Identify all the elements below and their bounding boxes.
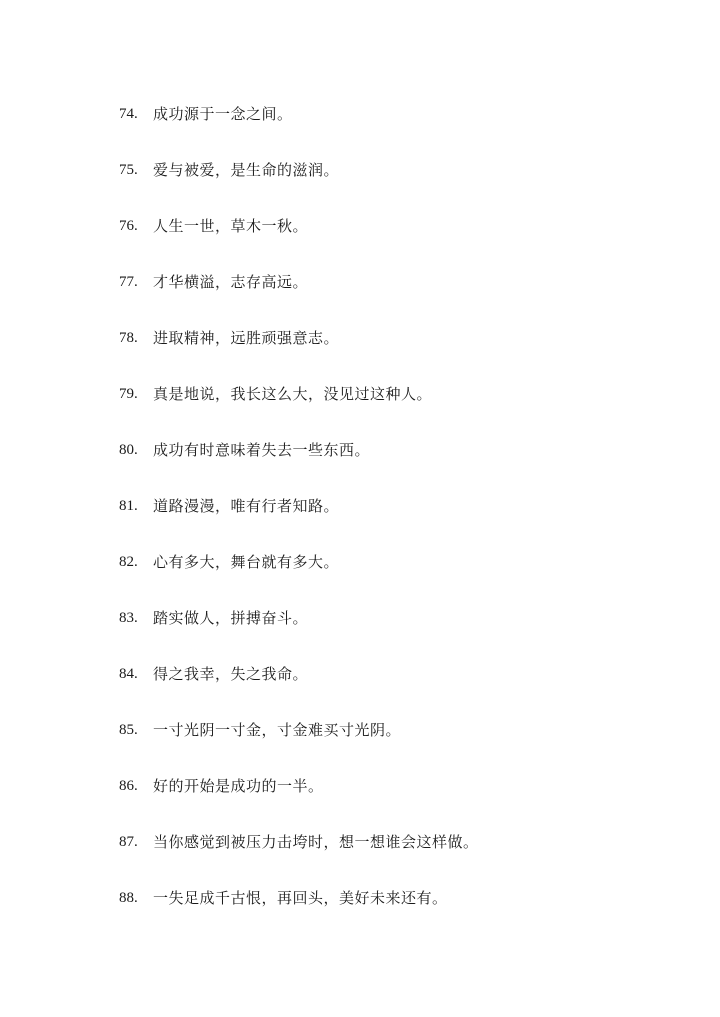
- list-item: [119, 702, 479, 758]
- item-text: 心有多大，舞台就有多大。: [153, 553, 340, 571]
- list-item: [119, 142, 479, 198]
- item-number: 74.: [119, 106, 138, 122]
- item-number: 87.: [119, 834, 138, 850]
- item-text: 一失足成千古恨，再回头，美好未来还有。: [153, 889, 448, 907]
- item-text: 人生一世，草木一秋。: [153, 217, 309, 235]
- item-number: 83.: [119, 610, 138, 626]
- item-number: 79.: [119, 386, 138, 402]
- item-text: 道路漫漫，唯有行者知路。: [153, 497, 340, 515]
- item-number: 80.: [119, 442, 138, 458]
- list-item: [119, 814, 479, 870]
- item-text: 踏实做人，拼搏奋斗。: [153, 609, 309, 627]
- item-number: 76.: [119, 218, 138, 234]
- item-number: 82.: [119, 554, 138, 570]
- item-number: 84.: [119, 666, 138, 682]
- item-text: 真是地说，我长这么大，没见过这种人。: [153, 385, 433, 403]
- list-item: [119, 310, 479, 366]
- list-item: [119, 254, 479, 310]
- list-item: [119, 758, 479, 814]
- item-text: 当你感觉到被压力击垮时，想一想谁会这样做。: [153, 833, 479, 851]
- item-number: 77.: [119, 274, 138, 290]
- list-item: [119, 198, 479, 254]
- item-text: 得之我幸，失之我命。: [153, 665, 309, 683]
- item-number: 75.: [119, 162, 138, 178]
- item-text: 一寸光阴一寸金，寸金难买寸光阴。: [153, 721, 402, 739]
- item-text: 进取精神，远胜顽强意志。: [153, 329, 340, 347]
- item-text: 爱与被爱，是生命的滋润。: [153, 161, 340, 179]
- list-item: [119, 590, 479, 646]
- item-number: 85.: [119, 722, 138, 738]
- list-item: [119, 366, 479, 422]
- item-text: 成功有时意味着失去一些东西。: [153, 441, 371, 459]
- list-item: [119, 870, 479, 926]
- item-text: 成功源于一念之间。: [153, 105, 293, 123]
- item-number: 86.: [119, 778, 138, 794]
- item-number: 81.: [119, 498, 138, 514]
- list-item: [119, 86, 479, 142]
- quote-list: [119, 86, 479, 926]
- item-number: 88.: [119, 890, 138, 906]
- item-number: 78.: [119, 330, 138, 346]
- list-item: [119, 478, 479, 534]
- list-item: [119, 646, 479, 702]
- item-text: 才华横溢，志存高远。: [153, 273, 309, 291]
- list-item: [119, 534, 479, 590]
- list-item: [119, 422, 479, 478]
- item-text: 好的开始是成功的一半。: [153, 777, 324, 795]
